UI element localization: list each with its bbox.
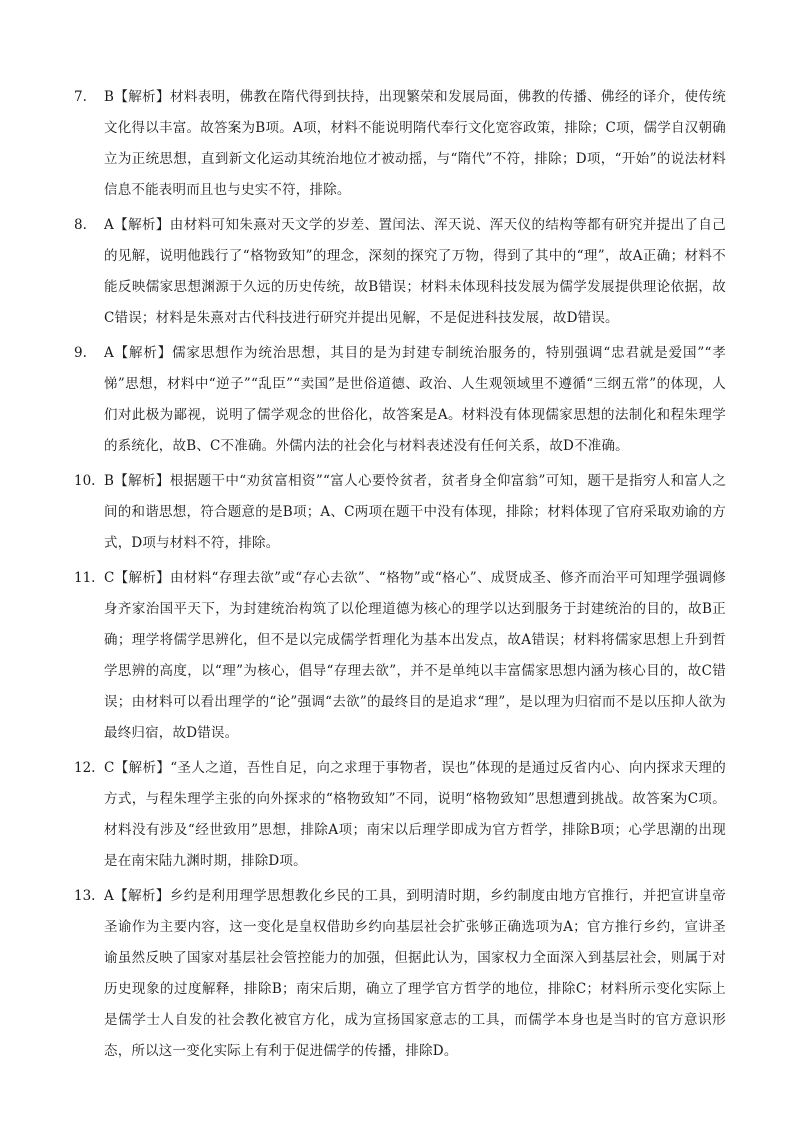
answer-number: 7. xyxy=(74,89,87,105)
answer-explanation: A【解析】由材料可知朱熹对天文学的岁差、置闰法、浑天说、浑天仪的结构等都有研究并提出了自己的见解，说明他践行了“格物致知”的理念，深刻的探究了万物，得到了其中的“理”，故A正确；材料不能反映儒家思想渊源于久远的历史传统，故B错误；材料未体现科技发展为儒学发展提供理论依据，故C错误；材料是朱熹对古代科技进行研究并提出见解，不是促进科技发展，故D错误。 xyxy=(104,217,726,326)
answer-explanation: C【解析】“圣人之道，吾性自足，向之求理于事物者，误也”体现的是通过反省内心、向内探求天理的方式，与程朱理学主张的向外探求的“格物致知”不同，说明“格物致知”思想遭到挑战。故答案为C项。材料没有涉及“经世致用”思想，排除A项；南宋以后理学即成为官方哲学，排除B项；心学思潮的出现是在南宋陆九渊时期，排除D项。 xyxy=(104,760,726,869)
answer-number: 13. xyxy=(74,888,96,904)
answer-number: 9. xyxy=(74,345,87,361)
answer-number: 12. xyxy=(74,760,96,776)
answer-item-11 xyxy=(74,563,726,749)
answer-explanation: B【解析】根据题干中“劝贫富相资”“富人心要怜贫者，贫者身全仰富翁”可知，题干是指穷人和富人之间的和谐思想，符合题意的是B项；A、C两项在题干中没有体现，排除；材料体现了官府采取劝谕的方式，D项与材料不符，排除。 xyxy=(104,473,726,551)
answer-item-8 xyxy=(74,210,726,334)
answer-explanation: A【解析】儒家思想作为统治思想，其目的是为封建专制统治服务的，特别强调“忠君就是爱国”“孝悌”思想，材料中“逆子”“乱臣”“卖国”是世俗道德、政治、人生观领域里不遵循“三纲五常”的体现，人们对此极为鄙视，说明了儒学观念的世俗化，故答案是A。材料没有体现儒家思想的法制化和程朱理学的系统化，故B、C不准确。外儒内法的社会化与材料表述没有任何关系，故D不准确。 xyxy=(104,345,726,454)
answer-list xyxy=(74,82,726,1071)
answer-number: 11. xyxy=(74,570,96,586)
answer-item-7 xyxy=(74,82,726,206)
answer-explanation: C【解析】由材料“存理去欲”或“存心去欲”、“格物”或“格心”、成贤成圣、修齐而治平可知理学强调修身齐家治国平天下，为封建统治构筑了以伦理道德为核心的理学以达到服务于封建统治的目的，故B正确；理学将儒学思辨化，但不是以完成儒学哲理化为基本出发点，故A错误；材料将儒家思想上升到哲学思辨的高度，以“理”为核心，倡导“存理去欲”，并不是单纯以丰富儒家思想内涵为核心目的，故C错误；由材料可以看出理学的“论”强调“去欲”的最终目的是追求“理”，是以理为归宿而不是以压抑人欲为最终归宿，故D错误。 xyxy=(104,570,726,741)
answer-number: 10. xyxy=(74,473,96,489)
answer-item-10 xyxy=(74,466,726,559)
answer-item-9 xyxy=(74,338,726,462)
answer-explanation: A【解析】乡约是利用理学思想教化乡民的工具，到明清时期，乡约制度由地方官推行，并把宣讲皇帝圣谕作为主要内容，这一变化是皇权借助乡约向基层社会扩张够正确选项为A；官方推行乡约，宣讲圣谕虽然反映了国家对基层社会管控能力的加强，但据此认为，国家权力全面深入到基层社会，则属于对历史现象的过度解释，排除B；南宋后期，确立了理学官方哲学的地位，排除C；材料所示变化实际上是儒学士人自发的社会教化被官方化，成为宣扬国家意志的工具，而儒学本身也是当时的官方意识形态，所以这一变化实际上有利于促进儒学的传播，排除D。 xyxy=(104,888,726,1059)
answer-number: 8. xyxy=(74,217,87,233)
answer-item-12 xyxy=(74,753,726,877)
answer-explanation: B【解析】材料表明，佛教在隋代得到扶持，出现繁荣和发展局面，佛教的传播、佛经的译介，使传统文化得以丰富。故答案为B项。A项，材料不能说明隋代奉行文化宽容政策，排除；C项，儒学自汉朝确立为正统思想，直到新文化运动其统治地位才被动摇，与“隋代”不符，排除；D项，“开始”的说法材料信息不能表明而且也与史实不符，排除。 xyxy=(104,89,726,198)
answer-item-13 xyxy=(74,881,726,1067)
